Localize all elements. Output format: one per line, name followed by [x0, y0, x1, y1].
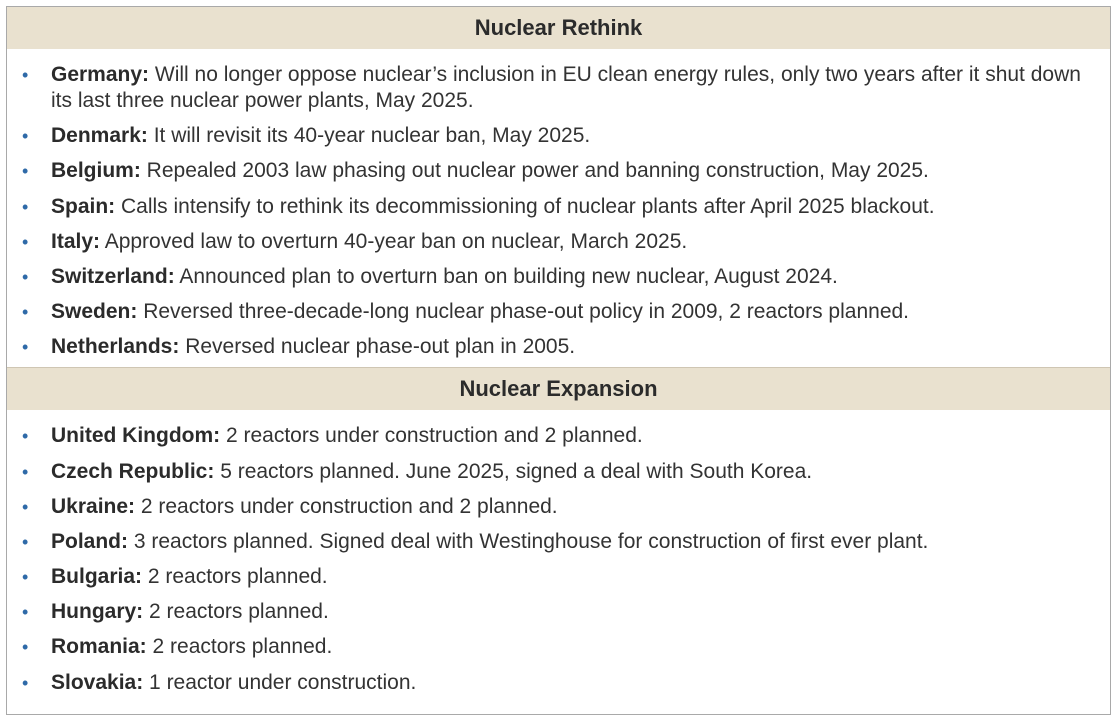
bullet-icon: • [22, 672, 29, 693]
list-item [7, 334, 1110, 360]
bullet-icon: • [22, 531, 29, 552]
bullet-icon: • [22, 302, 29, 323]
country-description: Announced plan to overturn ban on building new nuclear, August 2024. [174, 264, 838, 288]
bullet-icon: • [22, 426, 29, 447]
list-item [7, 62, 1110, 114]
bullet-icon: • [22, 567, 29, 588]
country-description: Calls intensify to rethink its decommissioning of nuclear plants after April 2025 blackout. [115, 194, 935, 218]
country-description: 2 reactors planned. [143, 600, 329, 624]
country-name: Bulgaria: [51, 565, 143, 589]
bullet-icon: • [22, 65, 29, 85]
bullet-icon: • [22, 231, 29, 252]
bullet-icon: • [22, 496, 29, 517]
list-item [7, 634, 1110, 660]
country-name: Netherlands: [51, 335, 180, 359]
country-name: Belgium: [51, 159, 141, 183]
country-name: Czech Republic: [51, 459, 215, 483]
country-description: Will no longer oppose nuclear’s inclusion in EU clean energy rules, only two years after it shut down its last three nuclear power plants, May 2025. [51, 63, 1081, 112]
country-description: 5 reactors planned. June 2025, signed a deal with South Korea. [214, 459, 813, 483]
list-item [7, 158, 1110, 184]
country-name: Germany: [51, 63, 150, 86]
bullet-icon: • [22, 126, 29, 147]
country-description: Approved law to overturn 40-year ban on nuclear, March 2025. [100, 229, 688, 253]
country-name: United Kingdom: [51, 424, 221, 448]
bullet-icon: • [22, 196, 29, 217]
rethink-list [7, 49, 1110, 367]
bullet-icon: • [22, 461, 29, 482]
country-description: 2 reactors planned. [142, 565, 328, 589]
country-name: Slovakia: [51, 670, 144, 694]
country-name: Italy: [51, 229, 101, 253]
nuclear-policy-table [6, 6, 1111, 715]
country-description: Reversed nuclear phase-out plan in 2005. [179, 335, 576, 359]
list-item [7, 529, 1110, 555]
country-name: Hungary: [51, 600, 144, 624]
bullet-icon: • [22, 161, 29, 182]
list-item [7, 670, 1110, 696]
country-name: Ukraine: [51, 494, 136, 518]
list-item [7, 494, 1110, 520]
country-name: Poland: [51, 529, 128, 553]
bullet-icon: • [22, 602, 29, 623]
country-description: 3 reactors planned. Signed deal with Westinghouse for construction of first ever plant. [128, 529, 929, 553]
list-item [7, 423, 1110, 449]
country-description: It will revisit its 40-year nuclear ban, May 2025. [147, 124, 591, 148]
bullet-icon: • [22, 637, 29, 658]
list-item [7, 229, 1110, 255]
country-name: Romania: [51, 635, 147, 659]
country-description: 2 reactors planned. [146, 635, 333, 659]
country-description: 2 reactors under construction and 2 planned. [135, 494, 558, 518]
expansion-list [7, 410, 1110, 701]
list-item [7, 599, 1110, 625]
section-header-expansion: Nuclear Expansion [7, 367, 1110, 410]
section-header-rethink: Nuclear Rethink [7, 7, 1110, 49]
country-description: 1 reactor under construction. [143, 670, 417, 694]
country-description: 2 reactors under construction and 2 planned. [220, 424, 643, 448]
list-item [7, 264, 1110, 290]
list-item [7, 194, 1110, 220]
bullet-icon: • [22, 337, 29, 358]
list-item [7, 123, 1110, 149]
list-item [7, 459, 1110, 485]
country-name: Switzerland: [51, 264, 175, 288]
country-description: Repealed 2003 law phasing out nuclear power and banning construction, May 2025. [140, 159, 929, 183]
country-description: Reversed three-decade-long nuclear phase-out policy in 2009, 2 reactors planned. [137, 300, 910, 324]
country-name: Denmark: [51, 124, 148, 148]
country-name: Sweden: [51, 300, 138, 324]
country-name: Spain: [51, 194, 116, 218]
bullet-icon: • [22, 266, 29, 287]
list-item [7, 299, 1110, 325]
list-item [7, 564, 1110, 590]
